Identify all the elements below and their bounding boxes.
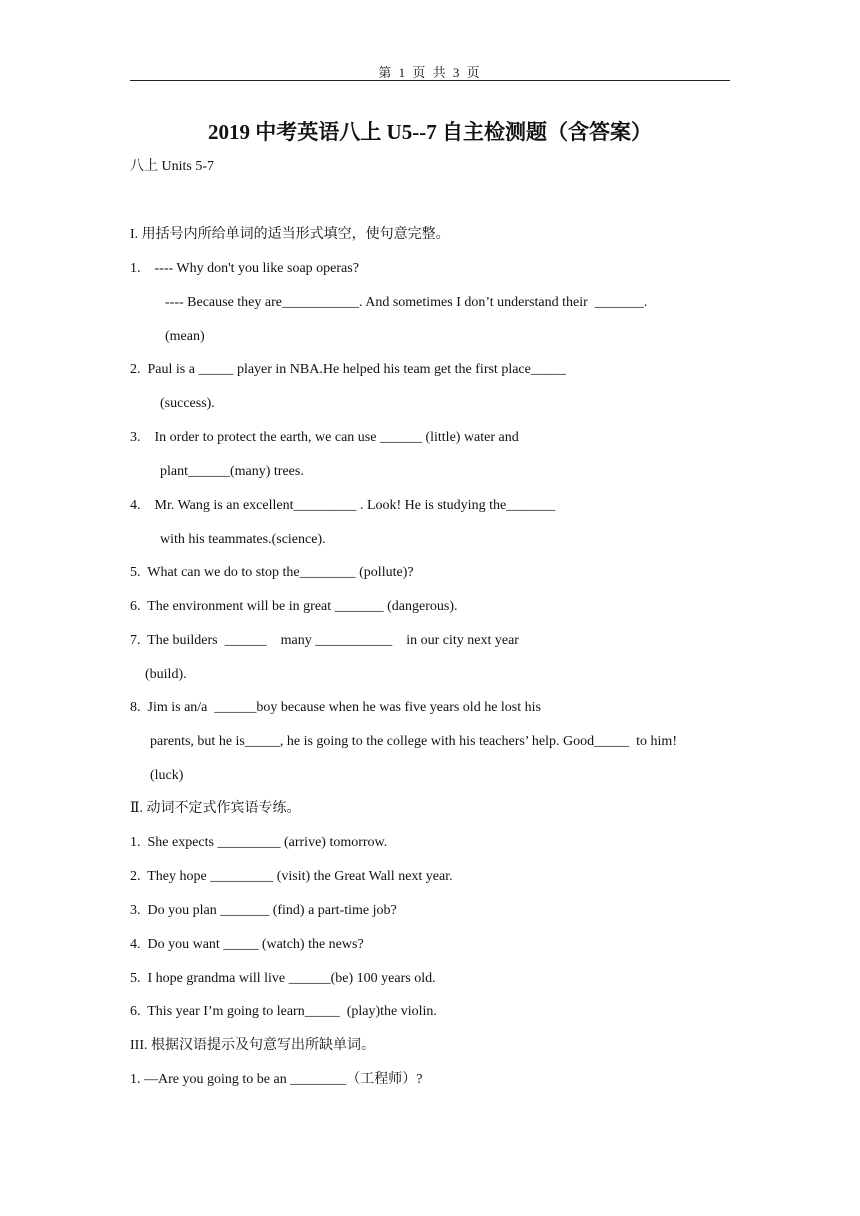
- s2-question-6: 6. This year I’m going to learn_____ (play)the violin.: [130, 1004, 437, 1019]
- s1-question-6: 6. The environment will be in great _______ (dangerous).: [130, 599, 458, 614]
- page-indicator: 第 1 页 共 3 页: [378, 65, 482, 80]
- s1-question-1-line-3: (mean): [165, 329, 205, 344]
- s1-question-2-line-1: 2. Paul is a _____ player in NBA.He helped his team get the first place_____: [130, 362, 566, 377]
- s1-question-5: 5. What can we do to stop the________ (pollute)?: [130, 565, 414, 580]
- s1-question-4-line-2: with his teammates.(science).: [160, 532, 326, 547]
- s2-question-4: 4. Do you want _____ (watch) the news?: [130, 937, 364, 952]
- header-divider: [130, 80, 730, 81]
- s1-question-8-line-2: parents, but he is_____, he is going to the college with his teachers’ help. Good_____ to him!: [150, 734, 677, 749]
- s1-question-1-line-2: ---- Because they are___________. And sometimes I don’t understand their _______.: [165, 295, 648, 310]
- document-title: 2019 中考英语八上 U5--7 自主检测题（含答案）: [208, 120, 652, 144]
- s1-question-3-line-2: plant______(many) trees.: [160, 464, 304, 479]
- s1-question-3-line-1: 3. In order to protect the earth, we can use ______ (little) water and: [130, 430, 519, 445]
- s2-question-3: 3. Do you plan _______ (find) a part-time job?: [130, 903, 397, 918]
- s1-question-8-line-3: (luck): [150, 768, 184, 783]
- s1-question-4-line-1: 4. Mr. Wang is an excellent_________ . Look! He is studying the_______: [130, 498, 556, 513]
- section-3-heading: III. 根据汉语提示及句意写出所缺单词。: [130, 1038, 375, 1053]
- s1-question-1-line-1: 1. ---- Why don't you like soap operas?: [130, 261, 359, 276]
- document-subtitle: 八上 Units 5-7: [130, 159, 214, 174]
- section-2-heading: Ⅱ. 动词不定式作宾语专练。: [130, 801, 301, 816]
- s1-question-2-line-2: (success).: [160, 396, 215, 411]
- s3-question-1: 1. —Are you going to be an ________（工程师）?: [130, 1072, 423, 1087]
- s2-question-5: 5. I hope grandma will live ______(be) 100 years old.: [130, 971, 436, 986]
- s2-question-2: 2. They hope _________ (visit) the Great Wall next year.: [130, 869, 453, 884]
- s2-question-1: 1. She expects _________ (arrive) tomorrow.: [130, 835, 388, 850]
- s1-question-7-line-2: (build).: [145, 667, 187, 682]
- s1-question-8-line-1: 8. Jim is an/a ______boy because when he was five years old he lost his: [130, 700, 541, 715]
- section-1-heading: I. 用括号内所给单词的适当形式填空，使句意完整。: [130, 227, 450, 242]
- s1-question-7-line-1: 7. The builders ______ many ___________ in our city next year: [130, 633, 519, 648]
